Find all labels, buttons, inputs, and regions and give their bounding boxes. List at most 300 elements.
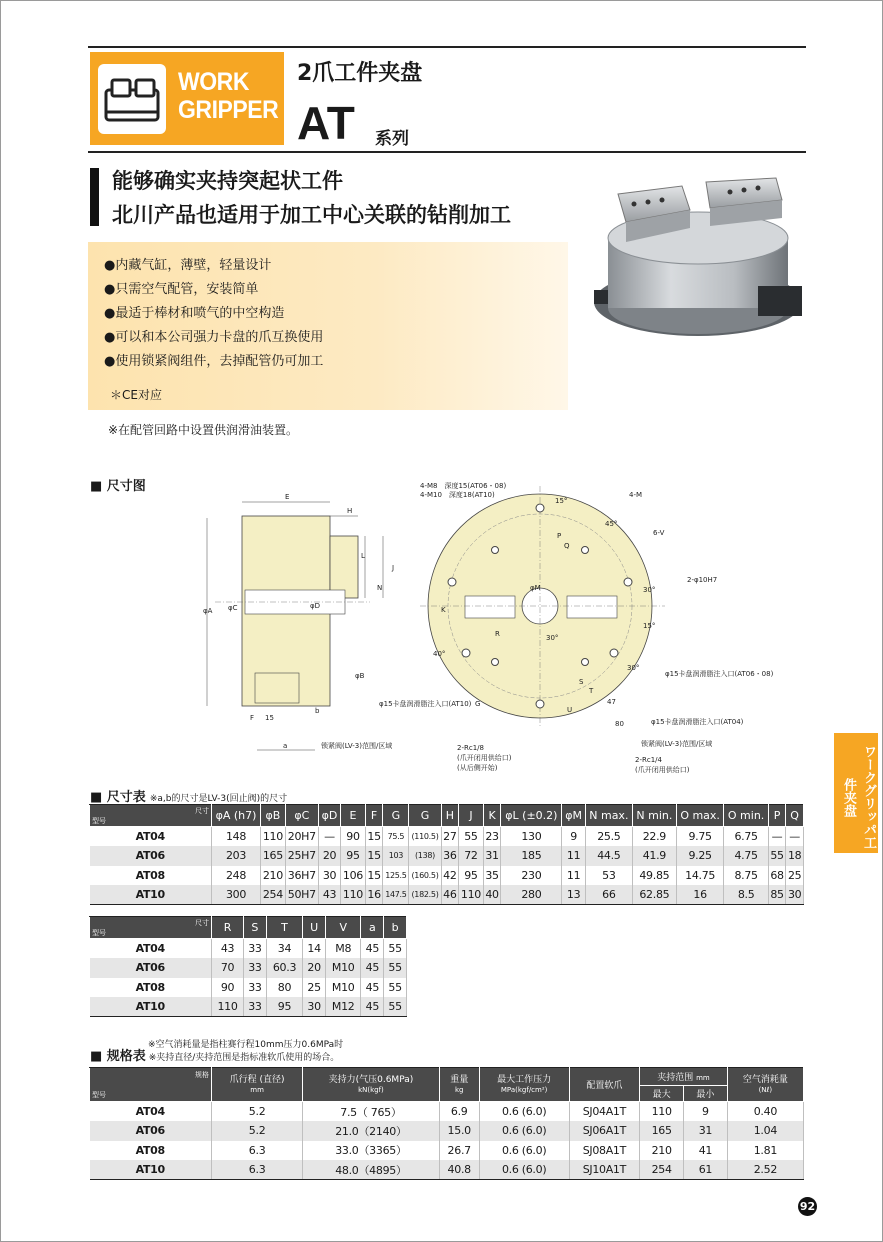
table-cell: 16 — [365, 885, 383, 905]
table-cell: 85 — [768, 885, 786, 905]
table-cell: 35 — [483, 866, 501, 886]
table-cell: 68 — [768, 866, 786, 886]
label-rc18-a: (爪开闭用供给口) — [457, 754, 512, 762]
col-header: F — [365, 805, 383, 827]
table-cell: 30 — [318, 866, 340, 886]
model-cell: AT08 — [90, 866, 212, 886]
label-lube-04: φ15卡盘润滑脂注入口(AT04) — [651, 718, 744, 726]
col-range-min: 最小 — [684, 1086, 728, 1102]
table-cell: 44.5 — [585, 846, 632, 866]
table-cell: 4.75 — [724, 846, 768, 866]
model-cell: AT10 — [90, 885, 212, 905]
label-h: H — [347, 507, 353, 515]
table-cell: 7.5（ 765） — [303, 1102, 440, 1122]
table-cell: 16 — [676, 885, 724, 905]
table-cell: 8.5 — [724, 885, 768, 905]
label-t: T — [589, 687, 594, 695]
table-cell: 33 — [244, 997, 267, 1017]
corner-bottom: 型号 — [92, 1090, 106, 1099]
col-header: R — [212, 917, 244, 939]
table-cell: 46 — [441, 885, 459, 905]
table-cell: M10 — [325, 978, 360, 998]
col-header: G — [409, 805, 441, 827]
table-cell: 0.6 (6.0) — [479, 1102, 569, 1122]
table-cell: 30 — [303, 997, 326, 1017]
table-cell: 230 — [501, 866, 562, 886]
feature-item: ●可以和本公司强力卡盘的爪互换使用 — [104, 330, 324, 345]
label-f15: 15 — [265, 714, 274, 722]
side-view — [203, 493, 394, 750]
series-suffix: 系列 — [375, 129, 409, 149]
dimension-table-2 — [89, 916, 407, 1017]
table-cell: 11 — [562, 866, 585, 886]
table-cell: 25.5 — [585, 827, 632, 847]
label-f: F — [250, 714, 255, 722]
table-cell: 0.6 (6.0) — [479, 1121, 569, 1141]
label-pin: 2-φ10H7 — [687, 576, 718, 584]
series-name: AT — [297, 97, 355, 149]
label-s: S — [579, 678, 584, 686]
col-header: S — [244, 917, 267, 939]
table-cell: (182.5) — [409, 885, 441, 905]
page-title: 2爪工件夹盘 — [297, 61, 423, 86]
col-air — [727, 1068, 803, 1102]
label-p: P — [557, 532, 562, 540]
table-cell: 6.75 — [724, 827, 768, 847]
feature-item: ●使用锁紧阀组件，去掉配管仍可加工 — [104, 354, 324, 369]
col-air-label: 空气消耗量 — [742, 1074, 788, 1085]
model-cell: AT04 — [90, 827, 212, 847]
table-cell: 26.7 — [439, 1141, 479, 1161]
col-header: a — [361, 917, 384, 939]
model-cell: AT04 — [90, 1102, 212, 1122]
table-cell: 15.0 — [439, 1121, 479, 1141]
feature-item: ●内藏气缸，薄壁，轻量设计 — [104, 258, 272, 273]
col-header: H — [441, 805, 459, 827]
label-r: R — [495, 630, 500, 638]
label-n: N — [377, 584, 383, 592]
table-cell: 41.9 — [632, 846, 676, 866]
table-row — [90, 846, 804, 866]
label-phi-c: φC — [228, 604, 238, 612]
table-cell: 18 — [786, 846, 804, 866]
table-cell: 45 — [361, 939, 384, 959]
table-cell: SJ08A1T — [569, 1141, 640, 1161]
table-row — [90, 978, 407, 998]
table-row — [90, 939, 407, 959]
table-cell: 33.0（3365） — [303, 1141, 440, 1161]
table-cell: 40 — [483, 885, 501, 905]
col-header: φD — [318, 805, 340, 827]
label-u: U — [567, 706, 573, 714]
table-cell: 6.3 — [212, 1141, 303, 1161]
dimension-table-1 — [89, 804, 804, 905]
label-phi-m: φM — [530, 584, 541, 592]
col-stroke-label: 爪行程 (直径) — [229, 1074, 285, 1085]
table-cell: 0.6 (6.0) — [479, 1141, 569, 1161]
col-header: φM — [562, 805, 585, 827]
model-cell: AT10 — [90, 1160, 212, 1180]
col-header: E — [341, 805, 366, 827]
table-cell: 95 — [341, 846, 366, 866]
col-header: N max. — [585, 805, 632, 827]
table-cell: SJ04A1T — [569, 1102, 640, 1122]
label-phi-a: φA — [203, 607, 213, 615]
feature-box — [88, 242, 568, 410]
table-cell: 9.75 — [676, 827, 724, 847]
table-cell: 36H7 — [285, 866, 318, 886]
spec-table-title: ■ 规格表 — [90, 1049, 146, 1064]
corner-top: 尺寸 — [195, 806, 209, 815]
table-row — [90, 958, 407, 978]
table-row — [90, 885, 804, 905]
table-cell: 95 — [459, 866, 484, 886]
model-cell: AT08 — [90, 1141, 212, 1161]
table-cell: 0.6 (6.0) — [479, 1160, 569, 1180]
feature-item: ●只需空气配管，安装简单 — [104, 282, 259, 297]
badge-line-2: GRIPPER — [178, 96, 279, 124]
table-cell: SJ10A1T — [569, 1160, 640, 1180]
label-q: Q — [564, 542, 570, 550]
table-cell: 55 — [768, 846, 786, 866]
table-cell: 203 — [212, 846, 261, 866]
dim-table-label — [90, 786, 287, 805]
feature-list — [104, 254, 323, 374]
table-cell: 15 — [365, 866, 383, 886]
table-cell: 110 — [640, 1102, 684, 1122]
table-cell: 254 — [261, 885, 286, 905]
col-header: K — [483, 805, 501, 827]
table-cell: 33 — [244, 978, 267, 998]
col-weight-label: 重量 — [450, 1074, 469, 1085]
table-cell: 130 — [501, 827, 562, 847]
table-row — [90, 1160, 804, 1180]
badge-text — [178, 68, 279, 124]
table-cell: 210 — [261, 866, 286, 886]
table-cell: 23 — [483, 827, 501, 847]
label-angle-15: 15° — [555, 497, 568, 505]
table-cell: 248 — [212, 866, 261, 886]
table-cell: 25H7 — [285, 846, 318, 866]
col-force — [303, 1068, 440, 1102]
table-cell: 21.0（2140） — [303, 1121, 440, 1141]
table-cell: 22.9 — [632, 827, 676, 847]
table-cell: 33 — [244, 958, 267, 978]
label-k: K — [441, 606, 446, 614]
table-row — [90, 1141, 804, 1161]
col-header: G — [383, 805, 409, 827]
col-pressure-unit: MPa(kgf/cm²) — [500, 1085, 548, 1094]
table-cell: 27 — [441, 827, 459, 847]
label-angle-40: 40° — [433, 650, 446, 658]
table-row — [90, 866, 804, 886]
dim-table-title: ■ 尺寸表 — [90, 790, 146, 805]
table-cell: 55 — [384, 978, 407, 998]
table-row — [90, 827, 804, 847]
table-cell: 90 — [341, 827, 366, 847]
table-cell: SJ06A1T — [569, 1121, 640, 1141]
table-cell: 33 — [244, 939, 267, 959]
table-cell: 55 — [384, 997, 407, 1017]
label-lube-06: φ15卡盘润滑脂注入口(AT06・08) — [665, 670, 774, 678]
table-cell: 55 — [384, 958, 407, 978]
table-cell: 61 — [684, 1160, 728, 1180]
col-header: O max. — [676, 805, 724, 827]
table-cell: 80 — [266, 978, 302, 998]
label-angle-45: 45° — [605, 520, 618, 528]
table-cell: 41 — [684, 1141, 728, 1161]
col-range-unit: mm — [696, 1074, 710, 1082]
table-cell: (110.5) — [409, 827, 441, 847]
ce-note: ＊CE对应 — [110, 388, 162, 402]
table-cell: 0.40 — [727, 1102, 803, 1122]
label-m8: 4-M8 深度15(AT06・08) — [420, 482, 507, 490]
table-cell: 110 — [341, 885, 366, 905]
table-cell: 110 — [212, 997, 244, 1017]
table-cell: 5.2 — [212, 1121, 303, 1141]
table-cell: 9 — [562, 827, 585, 847]
label-angle-30a: 30° — [643, 586, 656, 594]
col-pressure — [479, 1068, 569, 1102]
label-lock-1: 锁紧阀(LV-3)范围/区域 — [321, 742, 393, 750]
table-cell: 110 — [261, 827, 286, 847]
table-cell: 25 — [786, 866, 804, 886]
table-cell: 210 — [640, 1141, 684, 1161]
table-cell: 75.5 — [383, 827, 409, 847]
table-cell: 48.0（4895） — [303, 1160, 440, 1180]
col-range-max: 最大 — [640, 1086, 684, 1102]
col-header: O min. — [724, 805, 768, 827]
table-cell: 70 — [212, 958, 244, 978]
table-cell: 14 — [303, 939, 326, 959]
feature-item: ●最适于棒材和喷气的中空构造 — [104, 306, 285, 321]
spec-notes — [90, 1040, 343, 1064]
col-header: b — [384, 917, 407, 939]
label-angle-30b: 30° — [546, 634, 559, 642]
col-header: φA (h7) — [212, 805, 261, 827]
table-row — [90, 997, 407, 1017]
table-cell: 106 — [341, 866, 366, 886]
label-rc18: 2-Rc1/8 — [457, 744, 484, 752]
col-header: U — [303, 917, 326, 939]
table-cell: 50H7 — [285, 885, 318, 905]
table-corner — [90, 917, 212, 939]
table-cell: 95 — [266, 997, 302, 1017]
label-a: a — [283, 742, 288, 750]
table-cell: 20 — [303, 958, 326, 978]
drawing-section-label: ■ 尺寸图 — [90, 479, 146, 494]
headline-line-2: 北川产品也适用于加工中心关联的钻削加工 — [112, 203, 511, 227]
label-g: G — [475, 700, 481, 708]
table-cell: (160.5) — [409, 866, 441, 886]
front-view — [379, 481, 774, 774]
table-cell: 20 — [318, 846, 340, 866]
table-cell: 8.75 — [724, 866, 768, 886]
col-pressure-label: 最大工作压力 — [497, 1074, 552, 1085]
table-cell: 30 — [786, 885, 804, 905]
table-cell: 185 — [501, 846, 562, 866]
label-e: E — [285, 493, 290, 501]
label-j: J — [392, 564, 395, 572]
table-corner — [90, 1068, 212, 1102]
badge-line-1: WORK — [178, 68, 249, 96]
table-cell: 14.75 — [676, 866, 724, 886]
col-jaw: 配置软爪 — [569, 1068, 640, 1102]
table-cell: M10 — [325, 958, 360, 978]
table-cell: 90 — [212, 978, 244, 998]
corner-top: 尺寸 — [195, 918, 209, 927]
col-header: φL (±0.2) — [501, 805, 562, 827]
table-cell: 9.25 — [676, 846, 724, 866]
table-cell: 2.52 — [727, 1160, 803, 1180]
label-l: L — [361, 552, 365, 560]
table-cell: 15 — [365, 846, 383, 866]
table-cell: — — [786, 827, 804, 847]
model-cell: AT08 — [90, 978, 212, 998]
col-air-unit: (Nℓ) — [758, 1085, 773, 1094]
label-d47: 47 — [607, 698, 616, 706]
label-b: b — [315, 707, 320, 715]
label-angle-30c: 30° — [627, 664, 640, 672]
label-rc14: 2-Rc1/4 — [635, 756, 662, 764]
col-header: φC — [285, 805, 318, 827]
table-cell: 66 — [585, 885, 632, 905]
table-cell: 6.9 — [439, 1102, 479, 1122]
side-tab: ワークグリッパ工件夹盘 — [834, 733, 878, 853]
table-cell: 31 — [483, 846, 501, 866]
label-phi-b: φB — [355, 672, 365, 680]
col-header: φB — [261, 805, 286, 827]
table-cell: 15 — [365, 827, 383, 847]
table-cell: 165 — [261, 846, 286, 866]
table-cell: 1.81 — [727, 1141, 803, 1161]
table-cell: 13 — [562, 885, 585, 905]
col-stroke-unit: mm — [250, 1085, 264, 1094]
model-cell: AT04 — [90, 939, 212, 959]
col-weight — [439, 1068, 479, 1102]
table-row — [90, 1102, 804, 1122]
model-cell: AT06 — [90, 958, 212, 978]
table-cell: 53 — [585, 866, 632, 886]
table-cell: 42 — [441, 866, 459, 886]
model-cell: AT06 — [90, 846, 212, 866]
table-cell: 72 — [459, 846, 484, 866]
label-m10: 4-M10 深度18(AT10) — [420, 491, 495, 499]
col-header: V — [325, 917, 360, 939]
headline-bar — [90, 168, 99, 226]
table-cell: 20H7 — [285, 827, 318, 847]
spec-note-1: ※空气消耗量是指柱赛行程10mm压力0.6MPa时 — [148, 1040, 344, 1050]
table-cell: M12 — [325, 997, 360, 1017]
table-cell: 62.85 — [632, 885, 676, 905]
table-cell: 31 — [684, 1121, 728, 1141]
table-cell: — — [768, 827, 786, 847]
dimension-drawing — [195, 478, 785, 778]
label-rc14-a: (爪开闭用供给口) — [635, 766, 690, 774]
table-cell: 165 — [640, 1121, 684, 1141]
table-cell: 43 — [212, 939, 244, 959]
work-gripper-badge — [90, 52, 284, 145]
table-cell: 45 — [361, 958, 384, 978]
table-cell: 103 — [383, 846, 409, 866]
spec-table — [89, 1067, 804, 1180]
label-phi-d: φD — [310, 602, 321, 610]
table-cell: 45 — [361, 997, 384, 1017]
table-cell: 40.8 — [439, 1160, 479, 1180]
table-cell: 1.04 — [727, 1121, 803, 1141]
table-cell: 110 — [459, 885, 484, 905]
table-cell: 280 — [501, 885, 562, 905]
col-stroke — [212, 1068, 303, 1102]
col-range — [640, 1068, 728, 1086]
page-number: 92 — [798, 1197, 817, 1216]
dim-table-note: ※a,b的尺寸是LV-3(回止阀)的尺寸 — [149, 794, 288, 804]
table-cell: (138) — [409, 846, 441, 866]
corner-top: 规格 — [195, 1070, 209, 1079]
table-cell: 11 — [562, 846, 585, 866]
corner-bottom: 型号 — [92, 816, 106, 825]
col-force-label: 夹持力(气压0.6MPa) — [328, 1074, 414, 1085]
model-cell: AT06 — [90, 1121, 212, 1141]
table-cell: 36 — [441, 846, 459, 866]
table-cell: M8 — [325, 939, 360, 959]
table-cell: 45 — [361, 978, 384, 998]
label-four-m: 4-M — [629, 491, 643, 499]
table-cell: 300 — [212, 885, 261, 905]
gripper-icon — [98, 64, 166, 134]
label-rc18-b: (从后侧开始) — [457, 764, 498, 772]
table-cell: 60.3 — [266, 958, 302, 978]
table-cell: 148 — [212, 827, 261, 847]
col-force-unit: kN(kgf) — [358, 1085, 384, 1094]
model-cell: AT10 — [90, 997, 212, 1017]
headline-line-1: 能够确实夹持突起状工件 — [112, 169, 343, 193]
headline — [112, 164, 511, 232]
table-cell: 34 — [266, 939, 302, 959]
col-header: J — [459, 805, 484, 827]
table-cell: — — [318, 827, 340, 847]
col-header: Q — [786, 805, 804, 827]
product-photo — [590, 164, 810, 384]
table-cell: 25 — [303, 978, 326, 998]
col-weight-unit: kg — [454, 1085, 464, 1094]
col-range-label: 夹持范围 — [657, 1073, 694, 1083]
label-lock-2: 锁紧阀(LV-3)范围/区域 — [641, 740, 713, 748]
table-cell: 49.85 — [632, 866, 676, 886]
header-rule — [88, 151, 806, 153]
table-cell: 9 — [684, 1102, 728, 1122]
table-cell: 43 — [318, 885, 340, 905]
table-row — [90, 1121, 804, 1141]
top-rule — [88, 46, 806, 48]
table-cell: 125.5 — [383, 866, 409, 886]
lube-note: ※在配管回路中设置供润滑油装置。 — [108, 423, 299, 437]
label-d80: 80 — [615, 720, 624, 728]
col-header: T — [266, 917, 302, 939]
table-cell: 55 — [459, 827, 484, 847]
label-angle-15b: 15° — [643, 622, 656, 630]
table-cell: 254 — [640, 1160, 684, 1180]
table-cell: 6.3 — [212, 1160, 303, 1180]
col-header: N min. — [632, 805, 676, 827]
table-corner — [90, 805, 212, 827]
col-header: P — [768, 805, 786, 827]
corner-bottom: 型号 — [92, 928, 106, 937]
table-cell: 55 — [384, 939, 407, 959]
spec-note-2: ※夹持直径/夹持范围是指标准软爪使用的场合。 — [148, 1053, 340, 1063]
table-cell: 147.5 — [383, 885, 409, 905]
table-cell: 5.2 — [212, 1102, 303, 1122]
